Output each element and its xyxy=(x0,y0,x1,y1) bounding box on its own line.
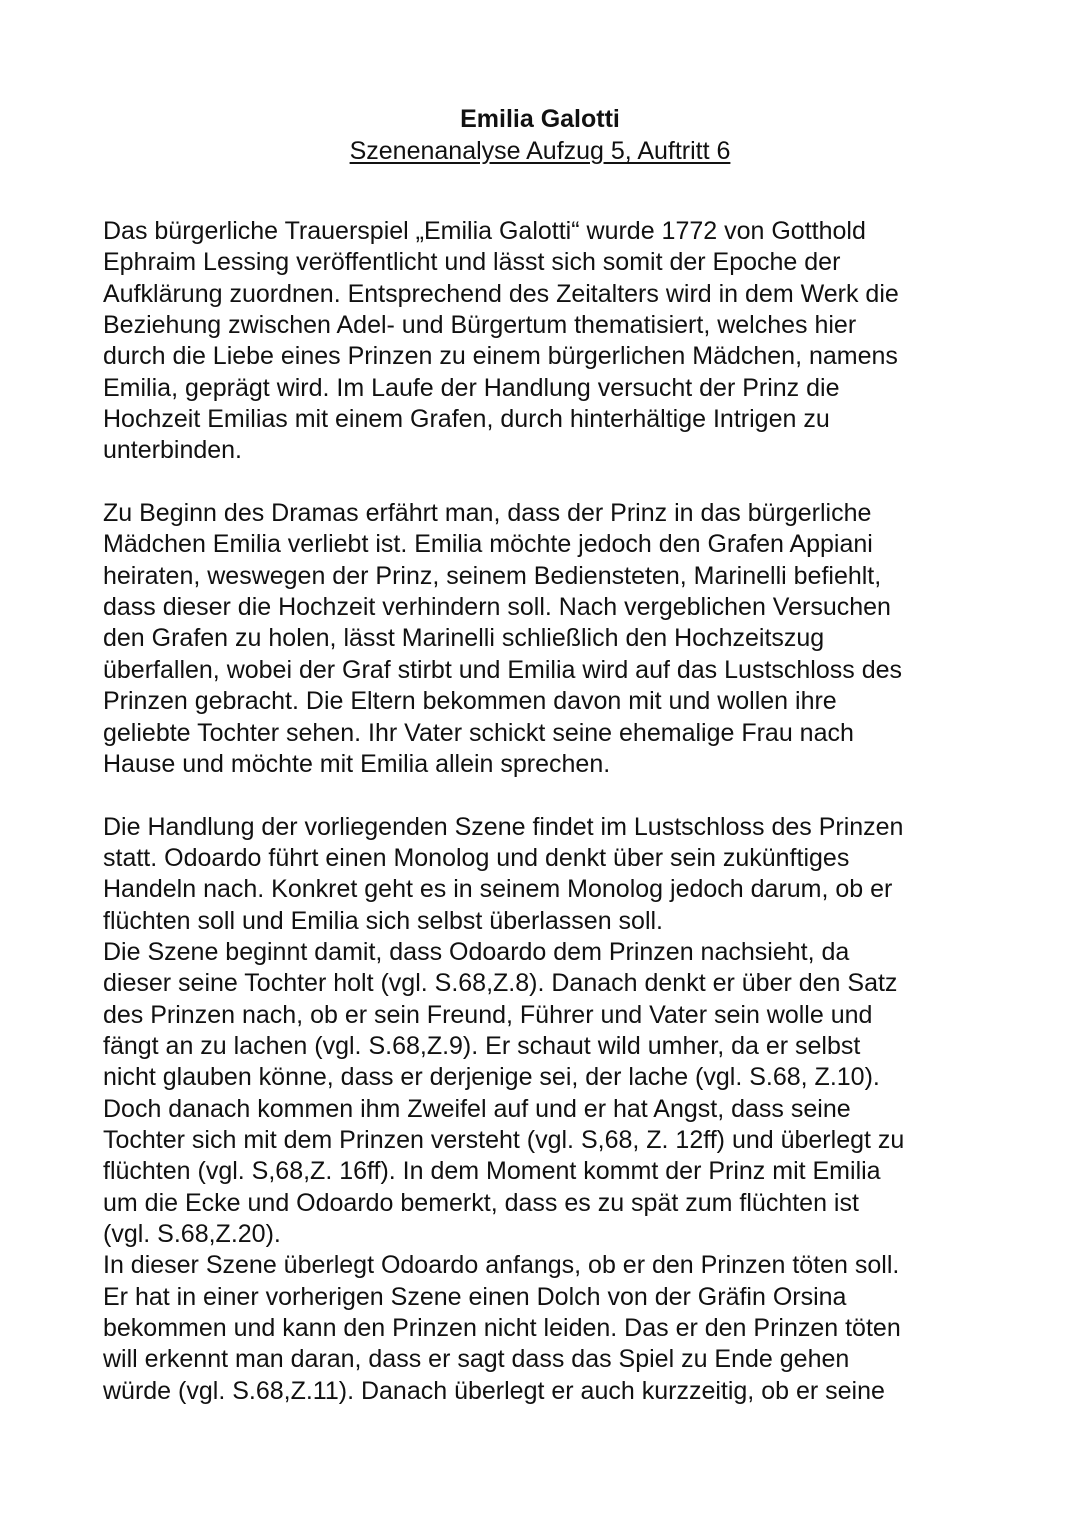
text-line: bekommen und kann den Prinzen nicht leiden. Das er den Prinzen töten xyxy=(103,1314,901,1343)
text-line: Beziehung zwischen Adel- und Bürgertum thematisiert, welches hier xyxy=(103,311,857,340)
text-line: In dieser Szene überlegt Odoardo anfangs, ob er den Prinzen töten soll. xyxy=(103,1251,900,1280)
text-line: Hause und möchte mit Emilia allein sprechen. xyxy=(103,749,611,778)
text-line: Hochzeit Emilias mit einem Grafen, durch hinterhältige Intrigen zu xyxy=(103,405,830,434)
text-line: statt. Odoardo führt einen Monolog und denkt über sein zukünftiges xyxy=(103,843,850,872)
document-body xyxy=(103,216,1003,1407)
text-line: Emilia, geprägt wird. Im Laufe der Handlung versucht der Prinz die xyxy=(103,373,840,402)
text-line: den Grafen zu holen, lässt Marinelli schließlich den Hochzeitszug xyxy=(103,624,825,653)
text-line: flüchten soll und Emilia sich selbst überlassen soll. xyxy=(103,906,663,935)
text-line: Doch danach kommen ihm Zweifel auf und er hat Angst, dass seine xyxy=(103,1094,851,1123)
text-line: (vgl. S.68,Z.20). xyxy=(103,1220,281,1248)
text-line: Prinzen gebracht. Die Eltern bekommen davon mit und wollen ihre xyxy=(103,687,837,716)
text-line: Mädchen Emilia verliebt ist. Emilia möchte jedoch den Grafen Appiani xyxy=(103,530,873,559)
text-line: Handeln nach. Konkret geht es in seinem Monolog jedoch darum, ob er xyxy=(103,875,893,904)
subtitle-text: Szenenanalyse Aufzug 5, Auftritt 6 xyxy=(349,137,731,165)
text-line: geliebte Tochter sehen. Ihr Vater schickt seine ehemalige Frau nach xyxy=(103,718,854,747)
text-line: Er hat in einer vorherigen Szene einen Dolch von der Gräfin Orsina xyxy=(103,1282,847,1311)
text-line: Ephraim Lessing veröffentlicht und lässt sich somit der Epoche der xyxy=(103,248,841,277)
text-line: Aufklärung zuordnen. Entsprechend des Zeitalters wird in dem Werk die xyxy=(103,279,899,308)
text-line: fängt an zu lachen (vgl. S.68,Z.9). Er schaut wild umher, da er selbst xyxy=(103,1031,861,1060)
text-line: flüchten (vgl. S,68,Z. 16ff). In dem Moment kommt der Prinz mit Emilia xyxy=(103,1157,881,1186)
document-title: Emilia Galotti xyxy=(460,105,620,133)
text-line: dass dieser die Hochzeit verhindern soll. Nach vergeblichen Versuchen xyxy=(103,593,891,622)
text-line: überfallen, wobei der Graf stirbt und Emilia wird auf das Lustschloss des xyxy=(103,655,902,684)
text-line: Zu Beginn des Dramas erfährt man, dass der Prinz in das bürgerliche xyxy=(103,499,872,528)
text-line: heiraten, weswegen der Prinz, seinem Bediensteten, Marinelli befiehlt, xyxy=(103,561,882,590)
paragraph xyxy=(103,1250,1003,1407)
text-line: durch die Liebe eines Prinzen zu einem bürgerlichen Mädchen, namens xyxy=(103,342,898,371)
paragraph xyxy=(103,937,1003,1250)
text-line: des Prinzen nach, ob er sein Freund, Führer und Vater sein wolle und xyxy=(103,1000,873,1029)
text-line: dieser seine Tochter holt (vgl. S.68,Z.8). Danach denkt er über den Satz xyxy=(103,969,898,998)
text-line: unterbinden. xyxy=(103,436,243,465)
paragraph xyxy=(103,812,1003,937)
paragraph xyxy=(103,498,1003,780)
text-line: Die Szene beginnt damit, dass Odoardo dem Prinzen nachsieht, da xyxy=(103,937,850,966)
text-line: würde (vgl. S.68,Z.11). Danach überlegt er auch kurzzeitig, ob er seine xyxy=(103,1376,885,1405)
text-line: nicht glauben könne, dass er derjenige sei, der lache (vgl. S.68, Z.10). xyxy=(103,1063,880,1092)
text-line: Tochter sich mit dem Prinzen versteht (vgl. S,68, Z. 12ff) und überlegt zu xyxy=(103,1125,905,1154)
text-line: um die Ecke und Odoardo bemerkt, dass es zu spät zum flüchten ist xyxy=(103,1188,859,1217)
text-line: Das bürgerliche Trauerspiel „Emilia Galotti“ wurde 1772 von Gotthold xyxy=(103,217,866,245)
text-line: will erkennt man daran, dass er sagt dass das Spiel zu Ende gehen xyxy=(103,1345,850,1374)
paragraph xyxy=(103,216,1003,467)
document-subtitle xyxy=(0,136,1080,167)
text-line: Die Handlung der vorliegenden Szene findet im Lustschloss des Prinzen xyxy=(103,812,904,841)
